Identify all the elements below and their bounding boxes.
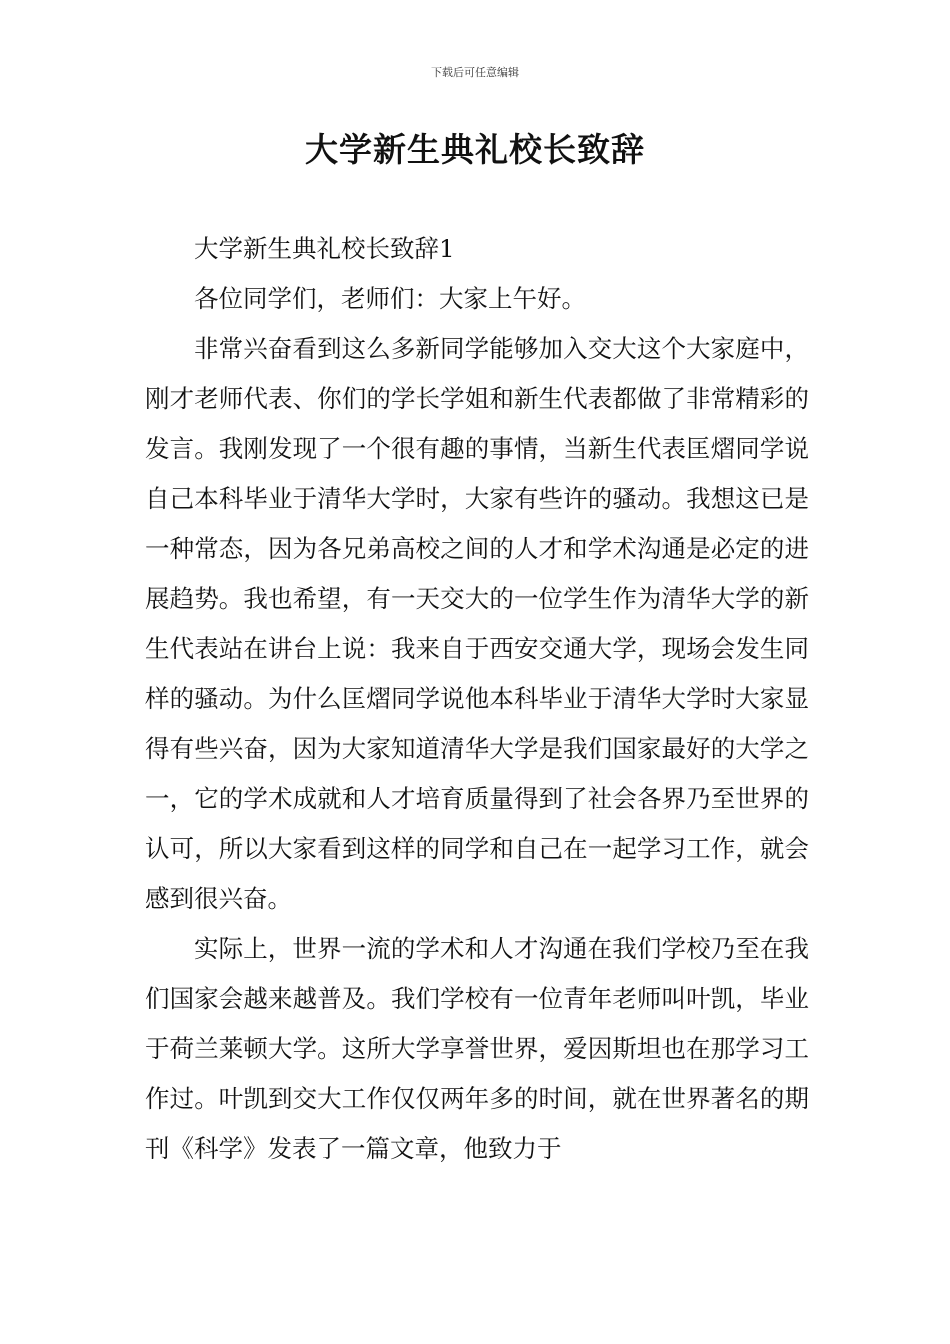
body-paragraph: 非常兴奋看到这么多新同学能够加入交大这个大家庭中，刚才老师代表、你们的学长学姐和新生代表都做了非常精彩的发言。我刚发现了一个很有趣的事情，当新生代表匡熠同学说自己本科毕业于清华大学时，大家有些许的骚动。我想这已是一种常态，因为各兄弟高校之间的人才和学术沟通是必定的进展趋势。我也希望，有一天交大的一位学生作为清华大学的新生代表站在讲台上说：我来自于西安交通大学，现场会发生同样的骚动。为什么匡熠同学说他本科毕业于清华大学时大家显得有些兴奋，因为大家知道清华大学是我们国家最好的大学之一，它的学术成就和人才培育质量得到了社会各界乃至世界的认可，所以大家看到这样的同学和自己在一起学习工作，就会感到很兴奋。 xyxy=(145,334,809,913)
section-heading: 大学新生典礼校长致辞1 xyxy=(194,234,455,263)
greeting-paragraph: 各位同学们，老师们：大家上午好。 xyxy=(194,284,586,313)
body-paragraph: 实际上，世界一流的学术和人才沟通在我们学校乃至在我们国家会越来越普及。我们学校有一位青年老师叫叶凯，毕业于荷兰莱顿大学。这所大学享誉世界，爱因斯坦也在那学习工作过。叶凯到交大工作仅仅两年多的时间，就在世界著名的期刊《科学》发表了一篇文章，他致力于 xyxy=(145,934,809,1163)
document-title: 大学新生典礼校长致辞 xyxy=(305,130,645,169)
document-body xyxy=(145,224,809,1174)
header-note: 下载后可任意编辑 xyxy=(431,66,519,79)
